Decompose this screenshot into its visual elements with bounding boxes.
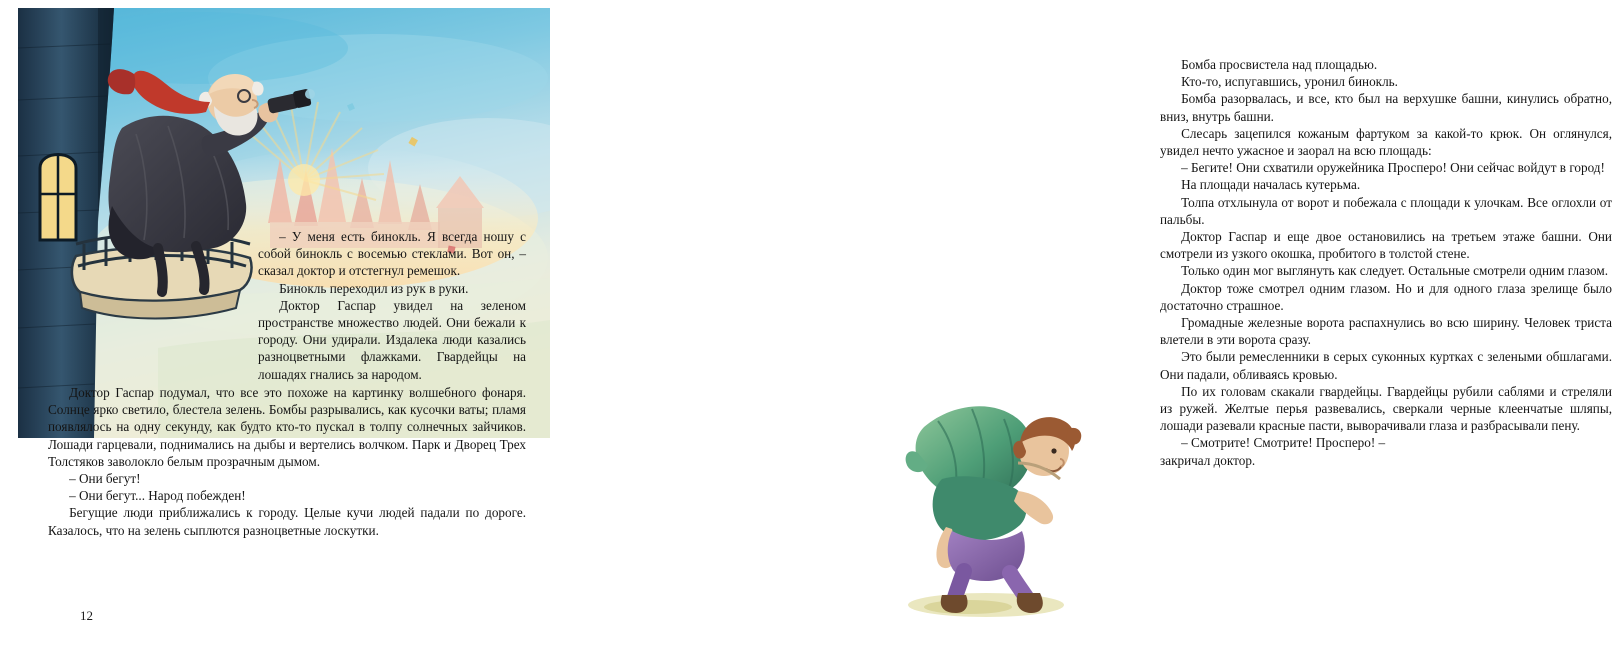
paragraph: Только один мог выглянуть как следует. Остальные смотрели одним глазом.: [1181, 263, 1609, 279]
dialogue-line: – Бегите! Они схватили оружейника Просперо! Они сейчас войдут в город!: [1181, 160, 1605, 176]
paragraph: Бомба разорвалась, и все, кто был на верхушке башни, кинулись обратно, вниз, внутрь башни.: [1160, 91, 1612, 124]
dialogue-line: – Они бегут!: [69, 471, 141, 487]
right-page: [550, 0, 1612, 663]
paragraph: Бинокль переходил из рук в руки.: [279, 280, 469, 296]
paragraph: Доктор тоже смотрел одним глазом. Но и для одного глаза зрелище было достаточно страшное.: [1160, 280, 1612, 313]
paragraph: Толпа отхлынула от ворот и побежала с площади к улочкам. Все оглохли от пальбы.: [1160, 194, 1612, 227]
paragraph: Громадные железные ворота распахнулись во всю ширину. Человек триста влетели в эти ворота сразу.: [1160, 315, 1612, 348]
dialogue-line: – Смотрите! Смотрите! Просперо! –: [1181, 435, 1386, 451]
paragraph: Слесарь зацепился кожаным фартуком за какой-то крюк. Он оглянулся, увидел нечто ужасное и заорал на всю площадь:: [1160, 125, 1612, 159]
left-page-text-bottom: [48, 384, 526, 539]
paragraph: Это были ремесленники в серых суконных куртках с зелеными обшлагами. Они падали, обливаясь кровью.: [1160, 349, 1612, 382]
paragraph: По их головам скакали гвардейцы. Гвардейцы рубили саблями и стреляли из ружей. Желтые перья развевались, сверкали черные клеенчатые шляпы, лошади разевали красные пасти, выворачивали глаза и разбрасывали пену.: [1160, 383, 1612, 434]
paragraph: – У меня есть бинокль. Я всегда ношу с собой бинокль с восемью стеклами. Вот он, – сказал доктор и отстегнул ремешок.: [258, 229, 526, 279]
illustration-running-man-with-sack-on-shoulder: [868, 367, 1098, 627]
paragraph: Доктор Гаспар увидел на зеленом пространстве множество людей. Они бежали к городу. Они удирали. Издалека люди казались разноцветными флажками. Гвардейцы на лошадях гнались за народом.: [258, 297, 526, 382]
paragraph: Доктор Гаспар и еще двое остановились на третьем этаже башни. Они смотрели из узкого окошка, пробитого в толстой стене.: [1160, 229, 1612, 262]
dialogue-line: – Они бегут... Народ побежден!: [69, 488, 246, 504]
paragraph: Кто-то, испугавшись, уронил бинокль.: [1181, 74, 1398, 90]
left-page: [0, 0, 550, 663]
paragraph: Бегущие люди приближались к городу. Целые кучи людей падали по дороге. Казалось, что на зелень сыплются разноцветные лоскутки.: [48, 505, 526, 538]
paragraph: Бомба просвистела над площадью.: [1181, 57, 1378, 72]
right-page-text: [1160, 56, 1612, 469]
dialogue-attribution: закричал доктор.: [1160, 452, 1256, 468]
page-number: 12: [80, 608, 93, 623]
paragraph: На площади началась кутерьма.: [1181, 177, 1361, 193]
left-page-text-top: [258, 228, 526, 383]
paragraph: Доктор Гаспар подумал, что все это похоже на картинку волшебного фонаря. Солнце ярко светило, блестела зелень. Бомбы разрывались, как кусочки ваты; пламя появлялось на одну секунду, как будто кто-то пускал в толпу солнечных зайчиков. Лошади гарцевали, поднимались на дыбы и вертелись волчком. Парк и Дворец Трех Толстяков заволокло белым прозрачным дымом.: [48, 385, 526, 469]
